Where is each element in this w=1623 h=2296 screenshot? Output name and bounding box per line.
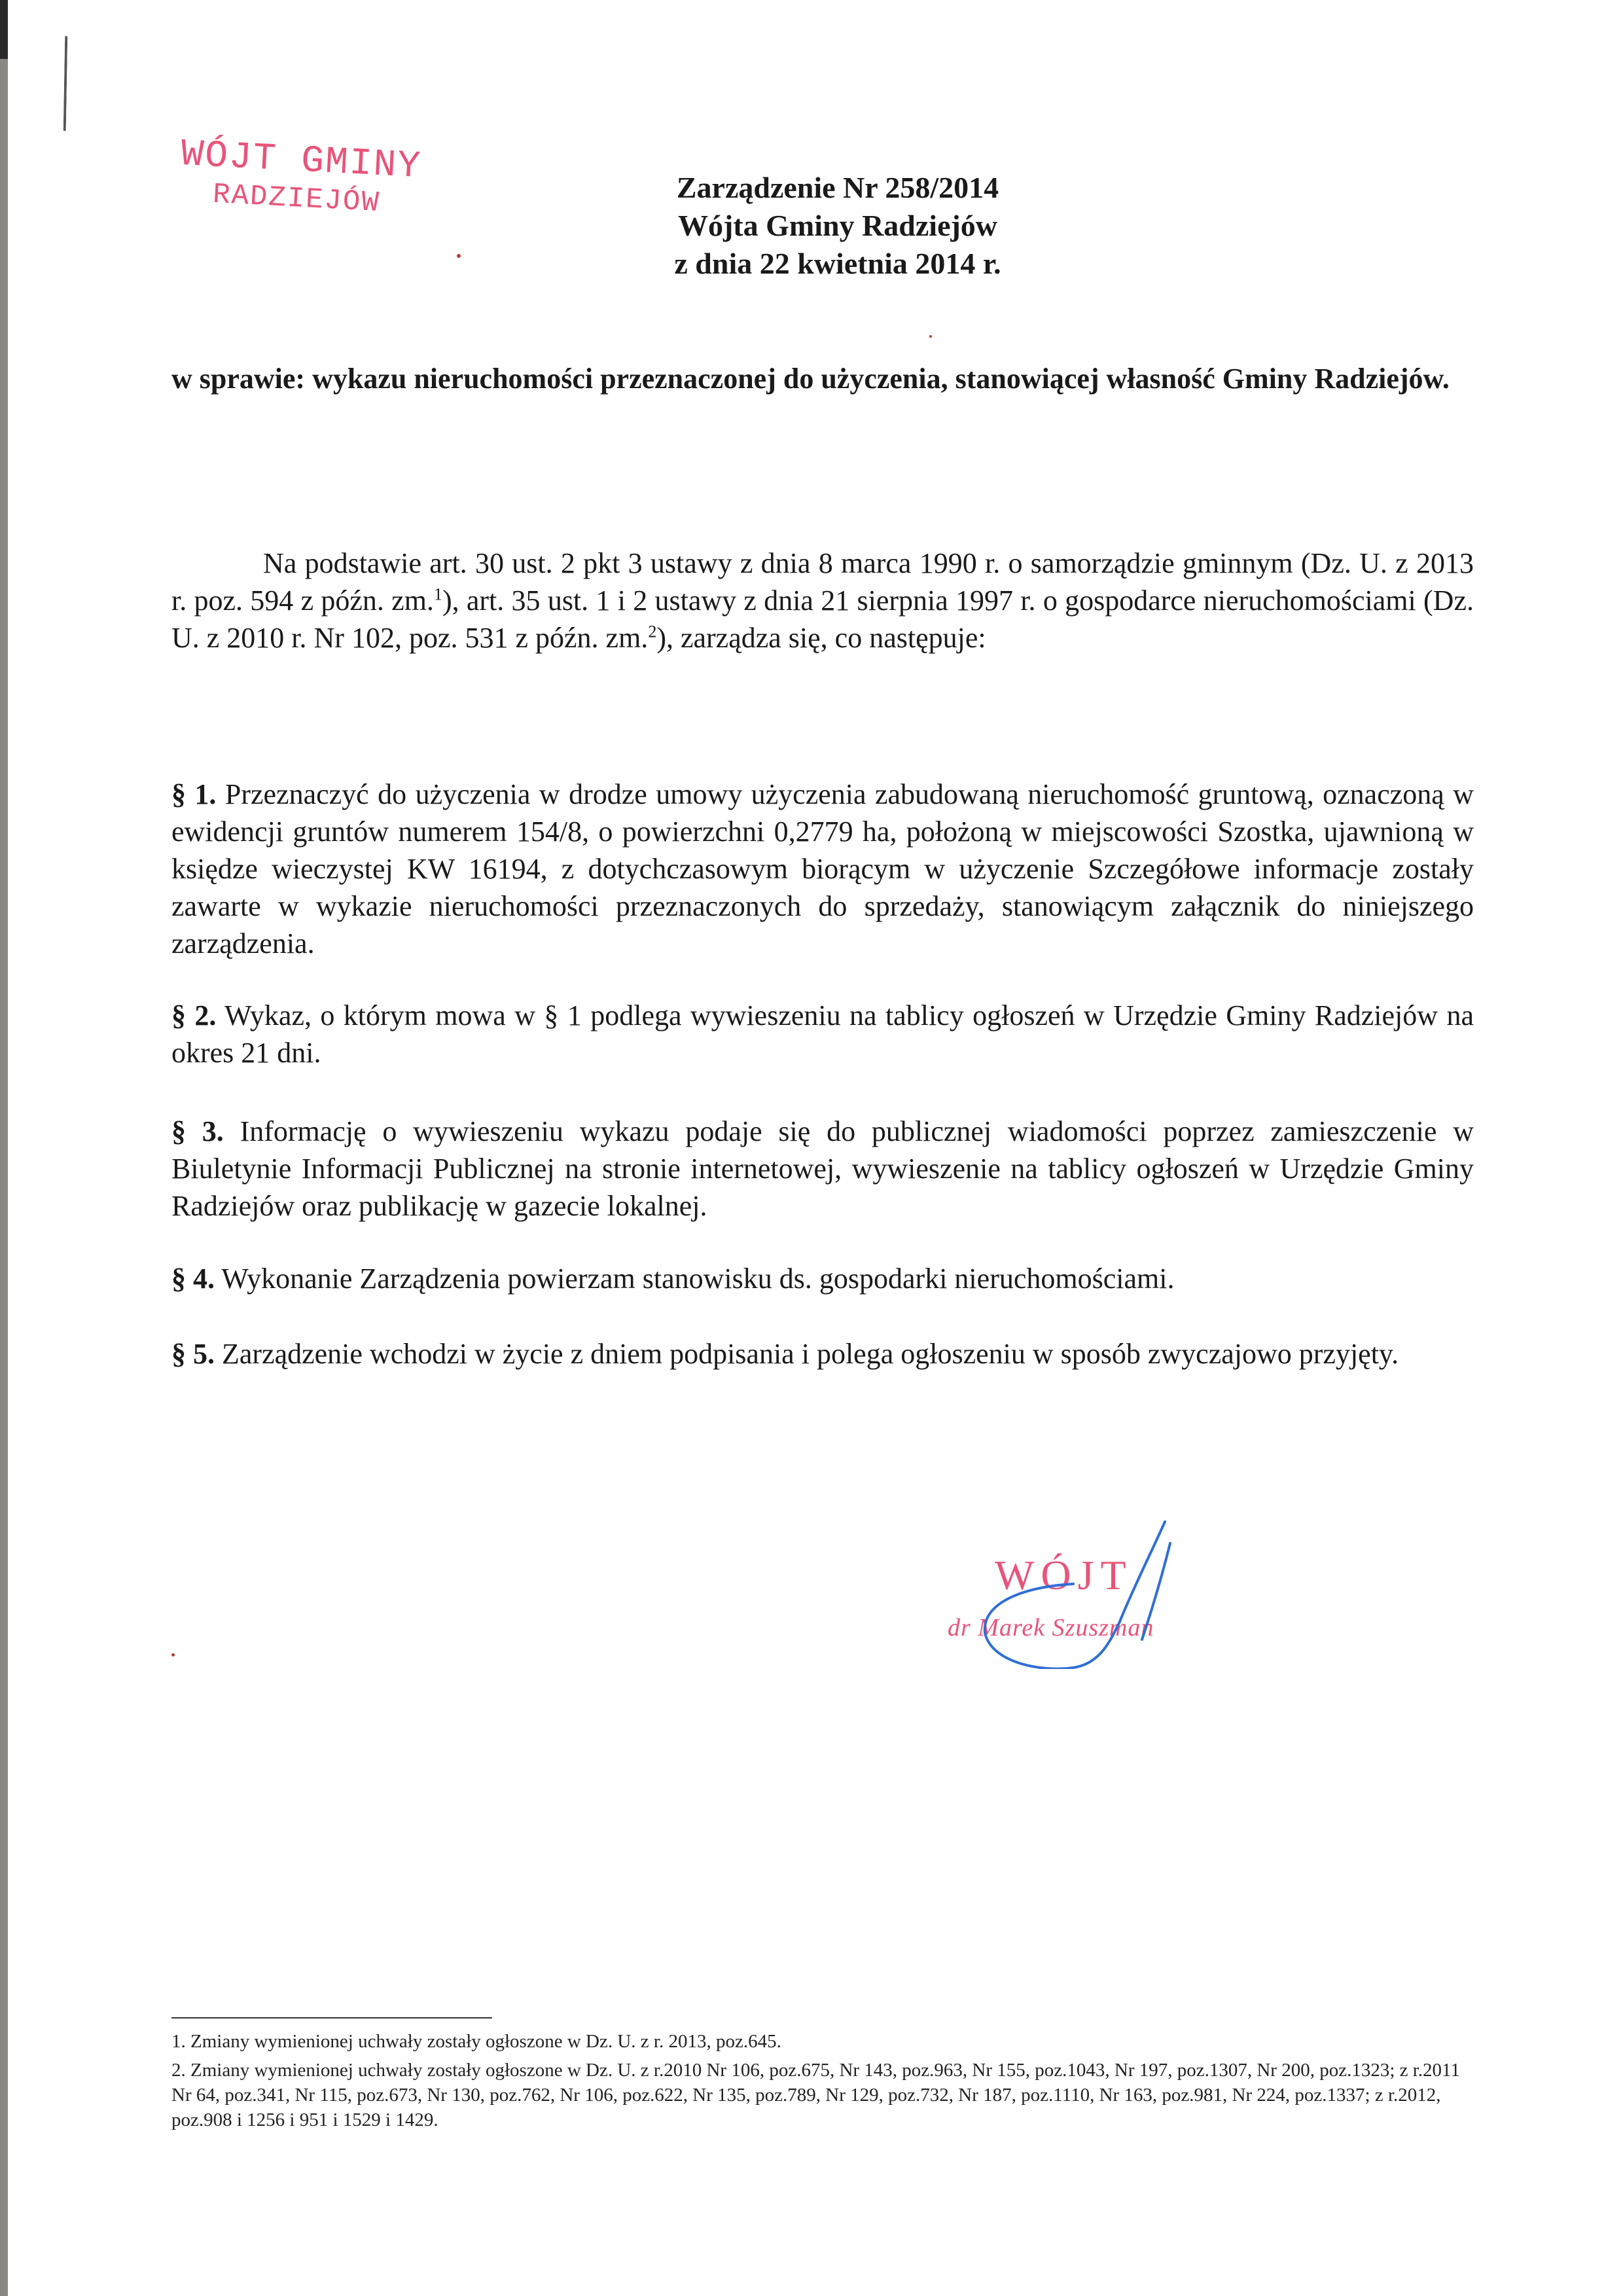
handwritten-signature-icon [942,1499,1283,1669]
document-subject: w sprawie: wykazu nieruchomości przeznaczonej do użyczenia, stanowiącej własność Gminy Radziejów. [171,363,1450,395]
paragraph-number: § 3. [171,1115,224,1147]
preamble-text-2: ), art. 35 ust. 1 i 2 ustawy z dnia 21 sierpnia 1997 r. o gospodarce nieruchomościami (Dz. U. z 2010 r. Nr 102, poz. 531 z późn. zm. [171,584,1474,654]
signature-stamp-title: WÓJT [995,1552,1133,1598]
preamble-text-3: ), zarządza się, co następuje: [656,622,986,654]
speck [171,1653,175,1657]
footnote-1: 1. Zmiany wymienionej uchwały zostały ogłoszone w Dz. U. z r. 2013, poz.645. [171,2031,781,2052]
preamble-text-1: Na podstawie art. 30 ust. 2 pkt 3 ustawy z dnia 8 marca 1990 r. o samorządzie gminnym (Dz. U. z 2013 r. poz. 594 z późn. zm. [171,547,1474,617]
footnote-2: 2. Zmiany wymienionej uchwały zostały ogłoszone w Dz. U. z r.2010 Nr 106, poz.675, Nr 143, poz.963, Nr 155, poz.1043, Nr 197, poz.1307, Nr 200, poz.1323; z r.2011 Nr 64, poz.341, Nr 115, poz.673, Nr 130, poz.762, Nr 106, poz.622, Nr 135, poz.789, Nr 129, poz.732, Nr 187, poz.1110, Nr 163, poz.981, Nr 224, poz.1337; z r.2012, poz.908 i 1256 i 951 i 1529 i 1429. [171,2060,1460,2130]
paragraph-text: Zarządzenie wchodzi w życie z dniem podpisania i polega ogłoszeniu w sposób zwyczajowo przyjęty. [222,1338,1399,1370]
paragraph-number: § 5. [171,1338,215,1370]
paragraph-number: § 2. [171,999,217,1031]
title-line-3: z dnia 22 kwietnia 2014 r. [674,247,1001,280]
footnote-ref-2: 2 [648,622,657,641]
signature-stamp-name: dr Marek Szuszman [948,1614,1154,1641]
paragraph-5 [171,1335,1474,1372]
document-title [628,169,1047,283]
header-stamp [178,134,423,223]
stamp-line-2: RADZIEJÓW [211,178,381,220]
footnote-ref-1: 1 [433,584,442,604]
scan-edge [0,0,8,2296]
staple-mark [58,36,68,131]
paragraph-text: Wykaz, o którym mowa w § 1 podlega wywieszeniu na tablicy ogłoszeń w Urzędzie Gminy Radziejów na okres 21 dni. [171,999,1474,1069]
speck [929,335,932,338]
paragraph-number: § 1. [171,778,217,810]
stamp-line-1: WÓJT GMINY [179,134,423,189]
paragraph-2 [171,997,1474,1071]
signature-block [942,1525,1283,1656]
paragraph-1 [171,776,1474,962]
paragraph-text: Informację o wywieszeniu wykazu podaje się do publicznej wiadomości poprzez zamieszczenie w Biuletynie Informacji Publicznej na stronie internetowej, wywieszenie na tablicy ogłoszeń w Urzędzie Gminy Radziejów oraz publikację w gazecie lokalnej. [171,1115,1474,1222]
preamble [171,545,1474,656]
paragraph-text: Przeznaczyć do użyczenia w drodze umowy użyczenia zabudowaną nieruchomość gruntową, oznaczoną w ewidencji gruntów numerem 154/8, o powierzchni 0,2779 ha, położoną w miejscowości Szostka, ujawnioną w księdze wieczystej KW 16194, z dotychczasowym biorącym w użyczenie Szczegółowe informacje zostały zawarte w wykazie nieruchomości przeznaczonych do sprzedaży, stanowiącym załącznik do niniejszego zarządzenia. [171,778,1474,960]
paragraph-text: Wykonanie Zarządzenia powierzam stanowisku ds. gospodarki nieruchomościami. [221,1263,1175,1295]
paragraph-4 [171,1260,1474,1297]
speck [457,254,461,258]
footnotes [171,2029,1474,2136]
paragraph-3 [171,1113,1474,1225]
footnote-separator [171,2017,492,2018]
paragraph-number: § 4. [171,1263,215,1295]
title-line-2: Wójta Gminy Radziejów [677,209,998,242]
title-line-1: Zarządzenie Nr 258/2014 [676,171,999,204]
